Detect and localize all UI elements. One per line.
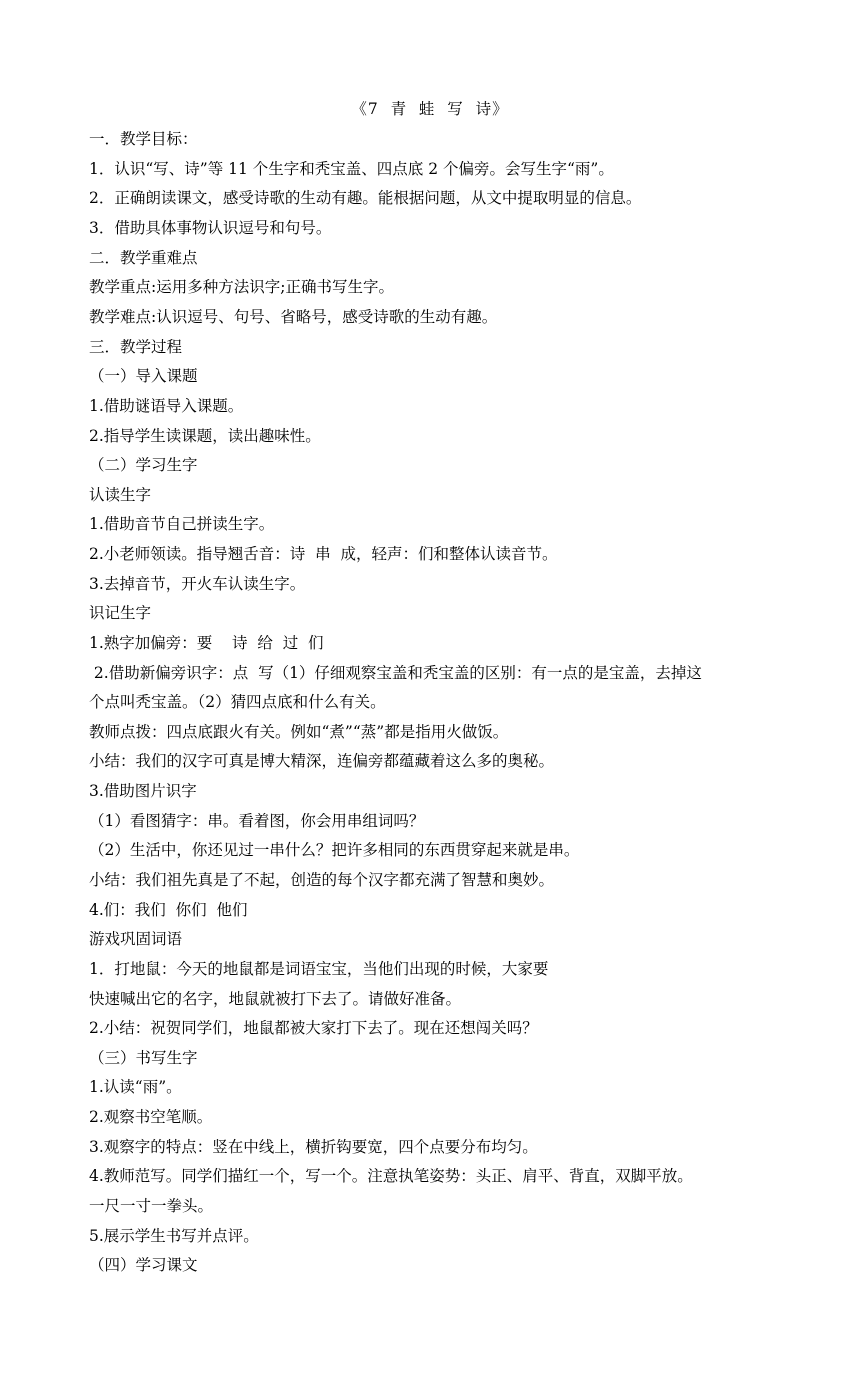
paragraph-line: 个点叫秃宝盖。（2）猜四点底和什么有关。 — [89, 693, 386, 711]
subsection-heading-characters: （二）学习生字 — [89, 456, 198, 474]
paragraph-line: 2.小结：祝贺同学们，地鼠都被大家打下去了。现在还想闯关吗？ — [89, 1019, 538, 1037]
paragraph-line: 1.借助音节自己拼读生字。 — [89, 515, 275, 533]
subsection-heading-writing: （三）书写生字 — [89, 1049, 198, 1067]
paragraph-line: 3.去掉音节，开火车认读生字。 — [89, 575, 306, 593]
difficult-point: 教学难点:认识逗号、句号、省略号，感受诗歌的生动有趣。 — [89, 308, 498, 326]
paragraph-line: 1.借助谜语导入课题。 — [89, 397, 244, 415]
paragraph-line: （1）看图猜字：串。看着图，你会用串组词吗？ — [89, 812, 425, 830]
section-heading-objectives: 一．教学目标： — [89, 130, 198, 148]
objective-2: 2．正确朗读课文，感受诗歌的生动有趣。能根据问题，从文中提取明显的信息。 — [89, 189, 642, 207]
section-heading-process: 三．教学过程 — [89, 338, 183, 356]
paragraph-line: 4.们：我们 你们 他们 — [89, 901, 248, 919]
section-heading-key-points: 二．教学重难点 — [89, 249, 198, 267]
paragraph-heading: 认读生字 — [89, 486, 152, 504]
paragraph-line: 小结：我们祖先真是了不起，创造的每个汉字都充满了智慧和奥妙。 — [89, 871, 555, 889]
paragraph-line: （2）生活中，你还见过一串什么？把许多相同的东西贯穿起来就是串。 — [89, 841, 580, 859]
paragraph-line: 2.小老师领读。指导翘舌音：诗 串 成，轻声：们和整体认读音节。 — [89, 545, 558, 563]
paragraph-line: 2.观察书空笔顺。 — [89, 1108, 213, 1126]
paragraph-heading: 识记生字 — [89, 604, 152, 622]
paragraph-line: 4.教师范写。同学们描红一个，写一个。注意执笔姿势：头正、肩平、背直，双脚平放。 — [89, 1167, 693, 1185]
subsection-heading-intro: （一）导入课题 — [89, 367, 198, 385]
paragraph-line: 1.认读“雨”。 — [89, 1078, 182, 1096]
key-point: 教学重点:运用多种方法识字;正确书写生字。 — [89, 278, 394, 296]
paragraph-line: 3.观察字的特点：竖在中线上，横折钩要宽，四个点要分布均匀。 — [89, 1138, 538, 1156]
paragraph-line: 2.指导学生读课题，读出趣味性。 — [89, 427, 321, 445]
paragraph-line: 小结：我们的汉字可真是博大精深，连偏旁都蕴藏着这么多的奥秘。 — [89, 752, 555, 770]
paragraph-heading: 游戏巩固词语 — [89, 930, 183, 948]
subsection-heading-text: （四）学习课文 — [89, 1256, 198, 1274]
paragraph-line: 3.借助图片识字 — [89, 782, 197, 800]
paragraph-line: 1．打地鼠：今天的地鼠都是词语宝宝，当他们出现的时候，大家要 — [89, 960, 549, 978]
document-title: 《7 青 蛙 写 诗》 — [351, 100, 509, 118]
paragraph-line: 一尺一寸一拳头。 — [89, 1197, 214, 1215]
paragraph-line: 教师点拨：四点底跟火有关。例如“煮”“蒸”都是指用火做饭。 — [89, 723, 509, 741]
paragraph-line: 5.展示学生书写并点评。 — [89, 1227, 259, 1245]
paragraph-line: 快速喊出它的名字，地鼠就被打下去了。请做好准备。 — [89, 990, 462, 1008]
paragraph-line: 2.借助新偏旁识字：点 写（1）仔细观察宝盖和秃宝盖的区别：有一点的是宝盖，去掉这 — [89, 664, 702, 682]
paragraph-line: 1.熟字加偏旁：要 诗 给 过 们 — [89, 634, 324, 652]
objective-3: 3．借助具体事物认识逗号和句号。 — [89, 219, 332, 237]
objective-1: 1．认识“写、诗”等 11 个生字和秃宝盖、四点底 2 个偏旁。会写生字“雨”。 — [89, 160, 614, 178]
